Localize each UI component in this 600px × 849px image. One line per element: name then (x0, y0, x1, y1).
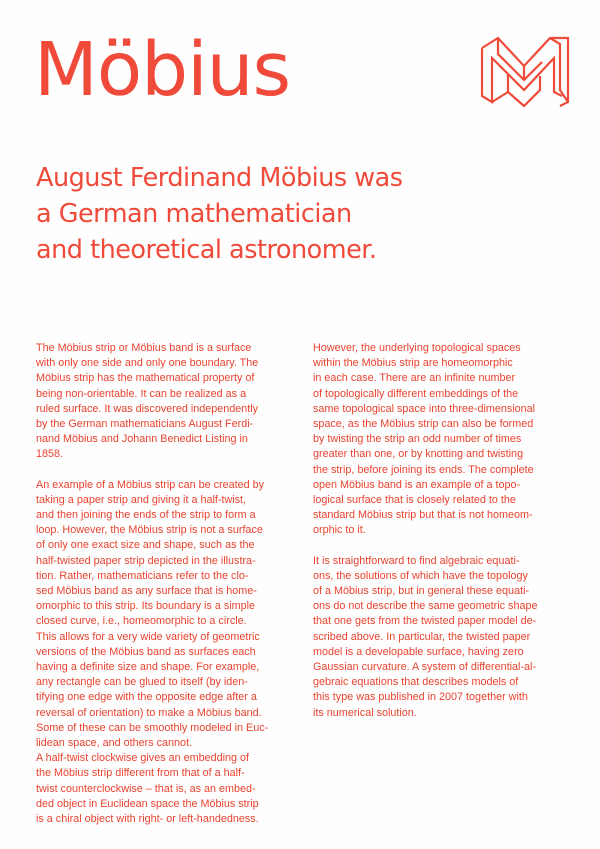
page-title: Möbius (34, 27, 291, 113)
body-paragraph: The Möbius strip or Möbius band is a surface with only one side and only one boundary. The Möbius strip has the mathematical property of being non-orientable. It can be realized as a ruled surface. It was discovered independently by the German mathematicians August Ferdi- nand Möbius and Johann Benedict Listing in 1858. (36, 342, 259, 461)
mobius-strip-logo-icon (478, 32, 570, 108)
body-paragraph: An example of a Möbius strip can be created by taking a paper strip and giving it a half-twist, and then joining the ends of the strip to form a loop. However, the Möbius strip is not a surface of only one exact size and shape, such as the half-twisted paper strip depicted in the illustra- tion. Rather, mathematicians refer to the clo- sed Möbius band as any surface that is home- omorphic to this strip. Its boundary is a simple closed curve, i.e., homeomorphic to a circle. This allows for a very wide variety of geometric versions of the Möbius band as surfaces each having a definite size and shape. For example, any rectangle can be glued to itself (by iden- tifying one edge with the opposite edge after a reversal of orientation) to make a Möbius band. Some of these can be smoothly modeled in Euc- lidean space, and others cannot. (36, 478, 269, 750)
lead-line: a German mathematician (36, 199, 352, 229)
right-text-column (313, 341, 575, 721)
body-paragraph: However, the underlying topological spaces within the Möbius strip are homeomorphic in each case. There are an infinite number of topologically different embeddings of the same topological space into three-dimensional space, as the Möbius strip can also be formed by twisting the strip an odd number of times greater than one, or by knotting and twisting the strip, before joining its ends. The complete open Möbius band is an example of a topo- logical surface that is closely related to the standard Möbius strip but that is not homeom- orphic to it. (313, 342, 536, 537)
body-paragraph: It is straightforward to find algebraic equati- ons, the solutions of which have the topology of a Möbius strip, but in general these equati- ons do not describe the same geometric shape that one gets from the twisted paper model de- scribed above. In particular, the twisted paper model is a developable surface, having zero Gaussian curvature. A system of differential-al- gebraic equations that describes models of this type was published in 2007 together with its numerical solution. (313, 554, 538, 719)
lead-line: August Ferdinand Möbius was (36, 163, 403, 193)
body-paragraph: A half-twist clockwise gives an embedding of the Möbius strip different from that of a half- twist counterclockwise – that is, as an embed- ded object in Euclidean space the Möbius strip is a chiral object with right- or left-handedness. (36, 752, 259, 826)
lead-heading (36, 160, 556, 268)
left-text-column (36, 341, 298, 827)
lead-line: and theoretical astronomer. (36, 235, 377, 265)
